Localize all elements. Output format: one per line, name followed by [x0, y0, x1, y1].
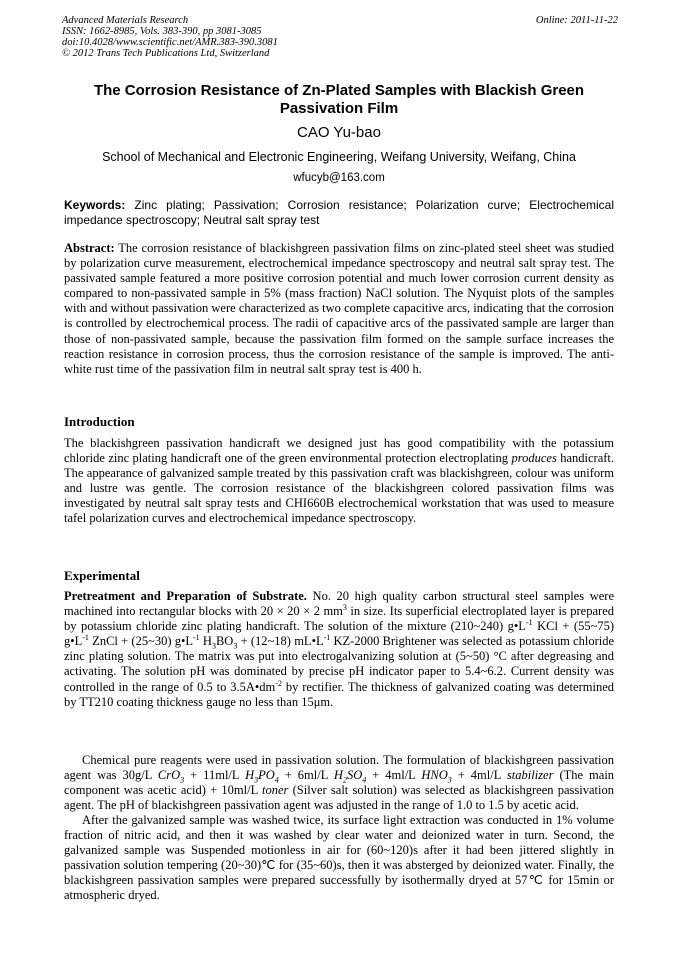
- introduction-paragraph: [64, 436, 614, 527]
- superscript: -1: [525, 618, 533, 628]
- issn-line: ISSN: 1662-8985, Vols. 383-390, pp 3081-3085: [62, 26, 262, 37]
- experimental-paragraph-2: [64, 753, 614, 813]
- text-part: + 11ml/L: [184, 768, 246, 783]
- text-part: + 4ml/L: [451, 768, 507, 783]
- superscript: -2: [275, 678, 282, 688]
- paper-title: The Corrosion Resistance of Zn-Plated Samples with Blackish Green Passivation Film: [93, 82, 585, 117]
- experimental-heading: Experimental: [64, 568, 140, 583]
- abstract-label: Abstract:: [64, 241, 115, 255]
- text-part: + 4ml/L: [366, 768, 422, 783]
- subscript: 4: [362, 775, 367, 785]
- chem-formula: [245, 768, 279, 785]
- chem-formula: [157, 768, 185, 785]
- keywords-section: [64, 198, 614, 228]
- paper-author: CAO Yu-bao: [297, 124, 381, 141]
- formula-part: PO: [258, 768, 275, 783]
- online-date: Online: 2011-11-22: [535, 15, 618, 26]
- text-part: ZnCl + (25~30) g•L: [88, 634, 194, 649]
- subscript: 2: [342, 775, 347, 785]
- introduction-heading: Introduction: [64, 414, 135, 429]
- text-part: H: [199, 634, 212, 649]
- text-part: + (12~18) mL•L: [237, 634, 324, 649]
- subscript: 4: [274, 775, 279, 785]
- experimental-paragraph-1: [64, 589, 614, 710]
- abstract-section: [64, 241, 614, 377]
- subscript: 3: [180, 775, 185, 785]
- experimental-paragraph-3: After the galvanized sample was washed twice, its surface light extraction was conducted in 1% volume fraction of nitric acid, and then it was washed by clear water and deionized water in turn. Second, the galvanized sample was Suspended motionless in air for (60~120)s after it had been jittered slightly in passivation solution tempering (20~30)℃ for (35~60)s, then it was absterged by deionized water. Finally, the blackishgreen passivation samples were prepared successfully by isothermally dryed at 57℃ for 15min or atmospheric dryed.: [64, 813, 614, 903]
- italic-term: stabilizer: [506, 768, 554, 783]
- superscript: 3: [342, 602, 347, 612]
- journal-name: Advanced Materials Research: [62, 15, 189, 26]
- formula-part: SO: [346, 768, 363, 783]
- text-part: + 6ml/L: [278, 768, 334, 783]
- subscript: 3: [211, 641, 216, 651]
- superscript: -1: [193, 633, 200, 643]
- keywords-label: Keywords:: [64, 198, 126, 212]
- paper-affiliation: School of Mechanical and Electronic Engineering, Weifang University, Weifang, China: [102, 150, 576, 164]
- text-part: (The main component was acetic acid) + 10ml/L: [64, 768, 615, 798]
- subsection-label: Pretreatment and Preparation of Substrate.: [64, 589, 307, 603]
- intro-text-part: handicraft. The appearance of galvanized sample treated by this passivation craft was blackishgreen, colour was uniform and lustre was gentle. The corrosion resistance of the blackishgreen colored passivation films was investigated by neutral salt spray tests and CHI660B electrochemical workstation that was used to measure tafel polarization curves and electrochemical impedance spectroscopy.: [64, 451, 615, 526]
- superscript: -1: [82, 633, 89, 643]
- text-part: KCl + (55~75) g•L: [64, 619, 614, 649]
- text-part: Chemical pure reagents were used in passivation solution. The formulation of blackishgreen passivation agent was 30g/L: [64, 753, 614, 783]
- copyright-line: © 2012 Trans Tech Publications Ltd, Switzerland: [62, 48, 270, 59]
- subscript: 3: [254, 775, 259, 785]
- formula-part: HNO: [421, 768, 448, 783]
- text-part: (Silver salt solution) was selected as blackishgreen passivation agent. The pH of blackishgreen passivation agent was adjusted in the range of 1.0 to 1.5 by acetic acid.: [64, 783, 614, 813]
- keywords-text: Zinc plating; Passivation; Corrosion resistance; Polarization curve; Electrochemical impedance spectroscopy; Neutral salt spray test: [64, 198, 614, 227]
- formula-part: H: [245, 768, 255, 783]
- intro-italic-word: produces: [511, 451, 557, 466]
- abstract-text: The corrosion resistance of blackishgreen passivation films on zinc-plated steel sheet was studied by polarization curve measurement, electrochemical impedance spectroscopy and neutral salt spray test. The passivated sample featured a more positive corrosion potential and much lower corrosion current density as compared to non-passivated sample in 5% (mass fraction) NaCl solution. The Nyquist plots of the samples with and without passivation were characterized as two complete capacitive arcs, indicating that the corrosion is controlled by electrochemical process. The radii of capacitive arcs of the passivated sample are larger than those of non-passivated sample, because the passivation film formed on the sample surface increases the reaction resistance in corrosion process, thus the corrosion resistance of the sample is improved. The anti-white rust time of the passivation film in neutral salt spray test is 400 h.: [64, 241, 615, 376]
- text-part: KZ-2000 Brightener was selected as potassium chloride zinc plating solution. The matrix was put into electrogalvanizing solution at (5~50) °C after degreasing and activating. The solution pH was dominated by precise pH indicator paper to 5.4~6.2. Current density was controlled in the range of 0.5 to 3.5A•dm: [64, 634, 614, 694]
- chem-formula: [421, 768, 452, 785]
- intro-text-part: The blackishgreen passivation handicraft we designed just has good compatibility with the potassium chloride zinc plating handicraft one of the green environmental protection electroplating: [64, 436, 614, 466]
- subscript: 3: [233, 641, 238, 651]
- text-part: BO: [215, 634, 234, 649]
- text-part: in size. Its superficial electroplated layer is prepared by potassium chloride zinc plating handicraft. The solution of the mixture (210~240) g•L: [64, 604, 614, 634]
- doi-line: doi:10.4028/www.scientific.net/AMR.383-390.3081: [62, 37, 278, 48]
- author-email: wfucyb@163.com: [293, 172, 385, 184]
- chem-formula: [333, 768, 367, 785]
- formula-part: H: [333, 768, 343, 783]
- formula-part: CrO: [157, 768, 181, 783]
- superscript: -1: [323, 633, 331, 643]
- journal-header: [62, 15, 618, 59]
- text-part: No. 20 high quality carbon structural steel samples were machined into rectangular blocks with 20 × 20 × 2 mm: [64, 589, 614, 619]
- subscript: 3: [447, 775, 452, 785]
- text-part: by rectifier. The thickness of galvanized coating was determined by TT210 coating thickness gauge no less than 15μm.: [64, 679, 614, 709]
- italic-term: toner: [262, 783, 289, 798]
